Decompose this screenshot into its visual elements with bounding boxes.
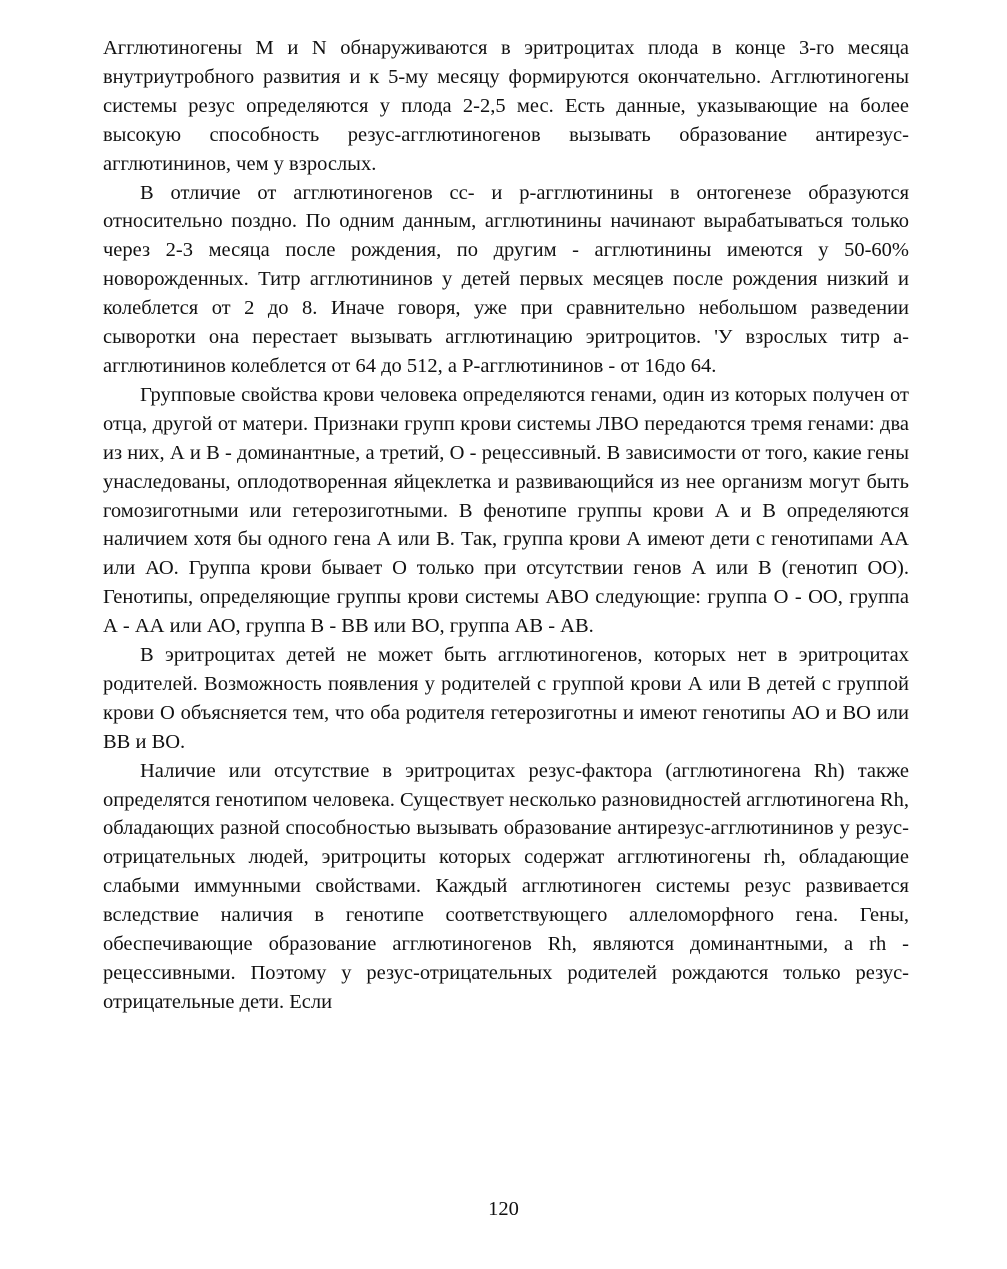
page-number: 120 xyxy=(488,1198,519,1220)
paragraph-3: Групповые свойства крови человека определяются генами, один из которых получен от отца, другой от матери. Признаки групп крови системы ЛВО передаются тремя генами: два из них, А и В - доминантные, а третий, О - рецессивный. В зависимости от того, какие гены унаследованы, оплодотворенная яйцеклетка и развивающийся из нее организм могут быть гомозиготными или гетерозиготными. В фенотипе группы крови А и В определяются наличием хотя бы одного гена А или В. Так, группа крови А имеют дети с генотипами АА или АО. Группа крови бывает О только при отсутствии генов А или В (генотип ОО). Генотипы, определяющие группы крови системы АВО следующие: группа О - ОО, группа А - АА или АО, группа В - ВВ или ВО, группа АВ - АВ. xyxy=(103,383,909,638)
page-body xyxy=(103,34,909,1017)
paragraph-4: В эритроцитах детей не может быть агглютиногенов, которых нет в эритроцитах родителей. Возможность появления у родителей с группой крови А или В детей с группой крови О объясняется тем, что оба родителя гетерозиготны и имеют генотипы АО и ВО или ВВ и ВО. xyxy=(103,644,909,753)
paragraph-2: В отличие от агглютиногенов cc- и p-агглютинины в онтогенезе образуются относительно поздно. По одним данным, агглютинины начинают вырабатываться только через 2-3 месяца после рождения, по другим - агглютинины имеются у 50-60% новорожденных. Титр агглютининов у детей первых месяцев после рождения низкий и колеблется от 2 до 8. Иначе говоря, уже при сравнительно небольшом разведении сыворотки она перестает вызывать агглютинацию эритроцитов. 'У взрослых титр а-агглютининов колеблется от 64 до 512, а Р-агглютининов - от 16до 64. xyxy=(103,181,909,377)
paragraph-1: Агглютиногены M и N обнаруживаются в эритроцитах плода в конце 3-го месяца внутриутробного развития и к 5-му месяцу формируются окончательно. Агглютиногены системы резус определяются у плода 2-2,5 мес. Есть данные, указывающие на более высокую способность резус-агглютиногенов вызывать образование антирезус-агглютининов, чем у взрослых. xyxy=(103,37,909,175)
paragraph-5: Наличие или отсутствие в эритроцитах резус-фактора (агглютиногена Rh) также определятся генотипом человека. Существует несколько разновидностей агглютиногена Rh, обладающих разной способностью вызывать образование антирезус-агглютининов у резус-отрицательных людей, эритроциты которых содержат агглютиногены rh, обладающие слабыми иммунными свойствами. Каждый агглютиноген системы резус развивается вследствие наличия в генотипе соответствующего аллеломорфного гена. Гены, обеспечивающие образование агглютиногенов Rh, являются доминантными, а rh - рецессивными. Поэтому у резус-отрицательных родителей рождаются только резус-отрицательные дети. Если xyxy=(103,759,909,1013)
